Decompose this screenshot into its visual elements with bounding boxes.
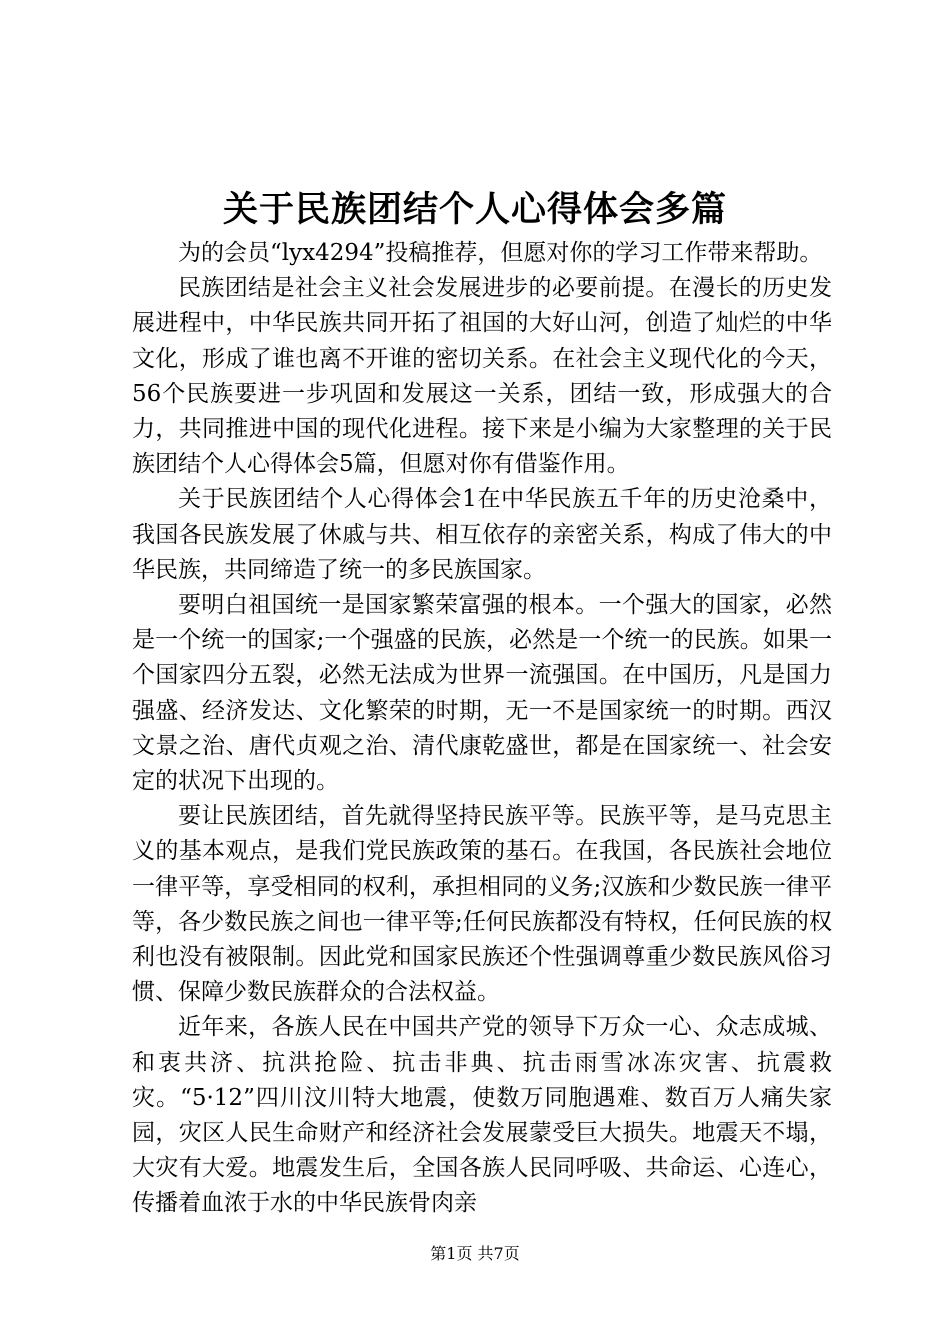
paragraph-preface: 民族团结是社会主义社会发展进步的必要前提。在漫长的历史发展进程中，中华民族共同开拓了祖国的大好山河，创造了灿烂的中华文化，形成了谁也离不开谁的密切关系。在社会主义现代化的今天，56个民族要进一步巩固和发展这一关系，团结一致，形成强大的合力，共同推进中国的现代化进程。接下来是小编为大家整理的关于民族团结个人心得体会5篇，但愿对你有借鉴作用。 [132,275,832,478]
paragraph-intro: 为的会员“lyx4294”投稿推荐，但愿对你的学习工作带来帮助。 [178,240,823,266]
document-body [132,236,832,1222]
page-number-footer: 第1页 共7页 [430,1244,520,1263]
paragraph-unification: 要明白祖国统一是国家繁荣富强的根本。一个强大的国家，必然是一个统一的国家;一个强盛的民族，必然是一个统一的民族。如果一个国家四分五裂，必然无法成为世界一流强国。在中国历，凡是国力强盛、经济发达、文化繁荣的时期，无一不是国家统一的时期。西汉文景之治、唐代贞观之治、清代康乾盛世，都是在国家统一、社会安定的状况下出现的。 [132,592,832,795]
paragraph-essay-1-opening: 关于民族团结个人心得体会1在中华民族五千年的历史沧桑中，我国各民族发展了休戚与共、相互依存的亲密关系，构成了伟大的中华民族，共同缔造了统一的多民族国家。 [132,486,832,583]
paragraph-recent-years: 近年来，各族人民在中国共产党的领导下万众一心、众志成城、和衷共济、抗洪抢险、抗击非典、抗击雨雪冰冻灾害、抗震救灾。“5·12”四川汶川特大地震，使数万同胞遇难、数百万人痛失家园，灾区人民生命财产和经济社会发展蒙受巨大损失。地震天不塌，大灾有大爱。地震发生后，全国各族人民同呼吸、共命运、心连心，传播着血浓于水的中华民族骨肉亲 [132,1014,832,1217]
paragraph-equality: 要让民族团结，首先就得坚持民族平等。民族平等，是马克思主义的基本观点，是我们党民族政策的基石。在我国，各民族社会地位一律平等，享受相同的权利，承担相同的义务;汉族和少数民族一律平等，各少数民族之间也一律平等;任何民族都没有特权，任何民族的权利也没有被限制。因此党和国家民族还个性强调尊重少数民族风俗习惯、保障少数民族群众的合法权益。 [132,803,832,1006]
document-title: 关于民族团结个人心得体会多篇 [222,189,727,230]
